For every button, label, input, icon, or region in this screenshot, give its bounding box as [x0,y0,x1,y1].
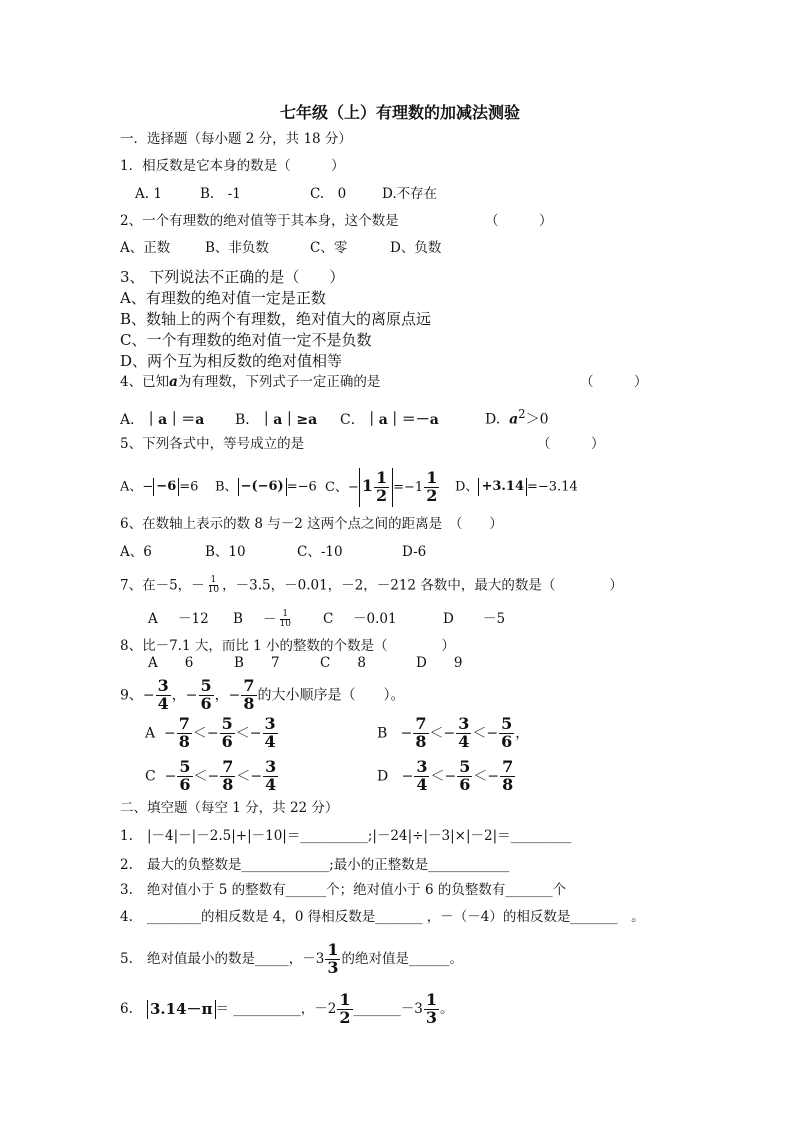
q5-options [120,468,578,507]
q7-options: A －12 B － $\frac{1}{10}$ C －0.01 D －5 [148,609,506,630]
q1-options [135,185,437,203]
q2-option-c: C、零 [310,240,348,256]
q6-option-d: D-6 [402,544,427,560]
q6-option-c: C、-10 [297,544,343,560]
q9-option-b: B − $\frac{7}{8}$ ＜− $\frac{3}{4}$ ＜− $\frac{5}{6}$ ， [377,714,530,751]
q4-options [120,405,549,429]
section2-heading: 二、填空题（每空 1 分，共 22 分） [120,800,339,816]
q9-option-d: D − $\frac{3}{4}$ ＜− $\frac{5}{6}$ ＜− $\frac{7}{8}$ [377,757,514,794]
q4-stem: 4、已知a为有理数，下列式子一定正确的是 [120,374,381,390]
q3-option-c: C、一个有理数的绝对值一定不是负数 [120,331,372,349]
q6-stem: 6、在数轴上表示的数 8 与－2 这两个点之间的距离是 （ ） [120,516,503,532]
q2-stem: 2、一个有理数的绝对值等于其本身，这个数是 [120,213,399,229]
q7-option-d: －5 [483,611,506,628]
q1-option-a: A. 1 [135,186,162,202]
q6-options [120,543,426,561]
q7-option-c: －0.01 [353,611,397,628]
q8-stem: 8、比－7.1 大，而比 1 小的整数的个数是（ ） [120,638,456,654]
q6-option-b: B、10 [205,544,246,560]
q8-option-d: D 9 [416,655,463,671]
q4-option-b: B．｜a｜≥a [235,411,318,428]
q2-option-d: D、负数 [390,240,442,256]
q2-options [120,239,441,257]
q5-option-b: B、 −(−6) =−6 [215,479,317,495]
q5-option-c: C、− 1 $\frac{1}{2}$ =−1 $\frac{1}{2}$ [325,468,438,505]
fill-5: 5. 绝对值最小的数是_____，－3 $\frac{1}{3}$ 的绝对值是______。 [120,940,463,977]
q9-option-c: C − $\frac{5}{6}$ ＜− $\frac{7}{8}$ ＜− $\frac{3}{4}$ [145,757,277,794]
q4-blank: （ ） [580,374,648,390]
section1-heading: 一．选择题（每小题 2 分，共 18 分） [120,131,352,147]
q5-option-a: A、− −6 =6 [120,479,199,495]
q3-stem: 3、 下列说法不正确的是（ ） [120,268,345,286]
q7-option-b: － $\frac{1}{10}$ [263,609,291,630]
q5-stem: 5、下列各式中，等号成立的是 [120,436,305,452]
fill-4: 4. ________的相反数是 4，0 得相反数是_______ ，－（－4）的相反数是_______ 。 [120,909,645,925]
fill-6: 6. 3.14－π ＝ __________，－2 $\frac{1}{2}$ _______－3 $\frac{1}{3}$ 。 [120,990,454,1027]
q4-variable: a [169,374,178,390]
q9-stem: 9、− $\frac{3}{4}$ ，− $\frac{5}{6}$ ，− $\frac{7}{8}$ 的大小顺序是（ ）。 [120,676,405,713]
q7-stem: 7、在－5，－ $\frac{1}{10}$ ，－3.5，－0.01，－2，－212 各数中，最大的数是（ ） [120,575,623,596]
fill-3: 3. 绝对值小于 5 的整数有______个；绝对值小于 6 的负整数有_______个 [120,882,567,898]
q5-blank: （ ） [537,436,605,452]
q1-option-d: D.不存在 [382,186,438,202]
fill-1: 1. |－4|－|－2.5|+|－10|＝__________;|－24|÷|－3|×|－2|＝_________ [120,828,572,844]
q7-option-a: －12 [178,611,209,628]
q8-option-b: B 7 [234,655,280,671]
q4-option-c: C．｜a｜＝－a [340,411,439,428]
q1-option-b: B. -1 [200,186,241,202]
q9-option-a: A − $\frac{7}{8}$ ＜− $\frac{5}{6}$ ＜− $\frac{3}{4}$ [145,714,276,751]
q3-option-a: A、有理数的绝对值一定是正数 [120,289,326,307]
q1-option-c: C. 0 [310,186,347,202]
page-title: 七年级（上）有理数的加减法测验 [279,103,520,122]
q2-blank: （ ） [485,213,553,229]
q4-option-a: A．｜a｜＝a [120,411,205,428]
q6-option-a: A、6 [120,544,152,560]
q3-option-b: B、数轴上的两个有理数，绝对值大的离原点远 [120,310,432,328]
q3-option-d: D、两个互为相反数的绝对值相等 [120,352,343,370]
q2-option-a: A、正数 [120,240,171,256]
q8-options [148,654,462,672]
q8-option-a: A 6 [148,655,194,671]
q4-option-d: D. $a^2>0$ [485,407,549,428]
q8-option-c: C 8 [320,655,366,671]
q2-option-b: B、非负数 [205,240,269,256]
q1-stem: 1．相反数是它本身的数是（ ） [120,158,345,174]
fill-2: 2. 最大的负整数是_____________;最小的正整数是____________ [120,857,510,873]
q5-option-d: D、 +3.14 =−3.14 [455,479,578,495]
